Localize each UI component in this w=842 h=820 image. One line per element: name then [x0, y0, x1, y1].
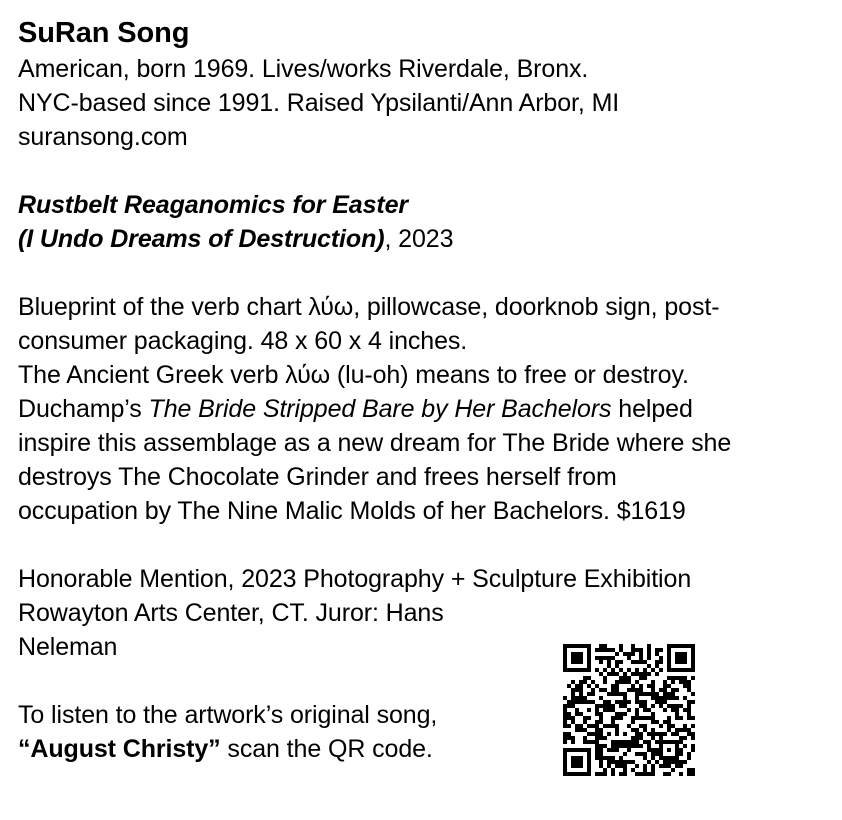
spacer: [18, 256, 828, 290]
award-line: Rowayton Arts Center, CT. Juror: Hans: [18, 599, 444, 627]
artist-website: suransong.com: [18, 123, 188, 151]
artwork-year: , 2023: [384, 225, 454, 253]
artist-bio-line: NYC-based since 1991. Raised Ypsilanti/Ann Arbor, MI: [18, 89, 620, 117]
qr-modules: [563, 644, 695, 776]
artist-name: SuRan Song: [18, 17, 190, 49]
spacer: [18, 154, 828, 188]
song-title: “August Christy”: [18, 735, 221, 763]
description-line: destroys The Chocolate Grinder and frees herself from: [18, 463, 617, 491]
artwork-label: [18, 14, 828, 766]
artwork-title-line: Rustbelt Reaganomics for Easter: [18, 191, 409, 219]
artist-bio-line: American, born 1969. Lives/works Riverdale, Bronx.: [18, 55, 589, 83]
spacer: [18, 528, 828, 562]
referenced-artwork-title: The Bride Stripped Bare by Her Bachelors: [148, 395, 612, 423]
description-line: inspire this assemblage as a new dream for The Bride where she: [18, 429, 732, 457]
description-line: The Ancient Greek verb λύω (lu-oh) means to free or destroy.: [18, 361, 689, 389]
artwork-title-line: (I Undo Dreams of Destruction): [18, 225, 385, 253]
award-line: Honorable Mention, 2023 Photography + Sculpture Exhibition: [18, 565, 692, 593]
listen-line: [18, 732, 828, 766]
description-text: helped: [611, 395, 693, 423]
listen-line: To listen to the artwork’s original song,: [18, 701, 438, 729]
description-line: [18, 392, 828, 426]
description-line: consumer packaging. 48 x 60 x 4 inches.: [18, 327, 468, 355]
artwork-title-row: [18, 222, 828, 256]
description-line: occupation by The Nine Malic Molds of her Bachelors. $1619: [18, 497, 686, 525]
listen-instruction: scan the QR code.: [220, 735, 433, 763]
award-line: Neleman: [18, 633, 118, 661]
qr-code-icon[interactable]: [563, 644, 695, 776]
description-line: Blueprint of the verb chart λύω, pillowcase, doorknob sign, post-: [18, 293, 720, 321]
spacer: [18, 664, 828, 698]
description-text: Duchamp’s: [18, 395, 149, 423]
